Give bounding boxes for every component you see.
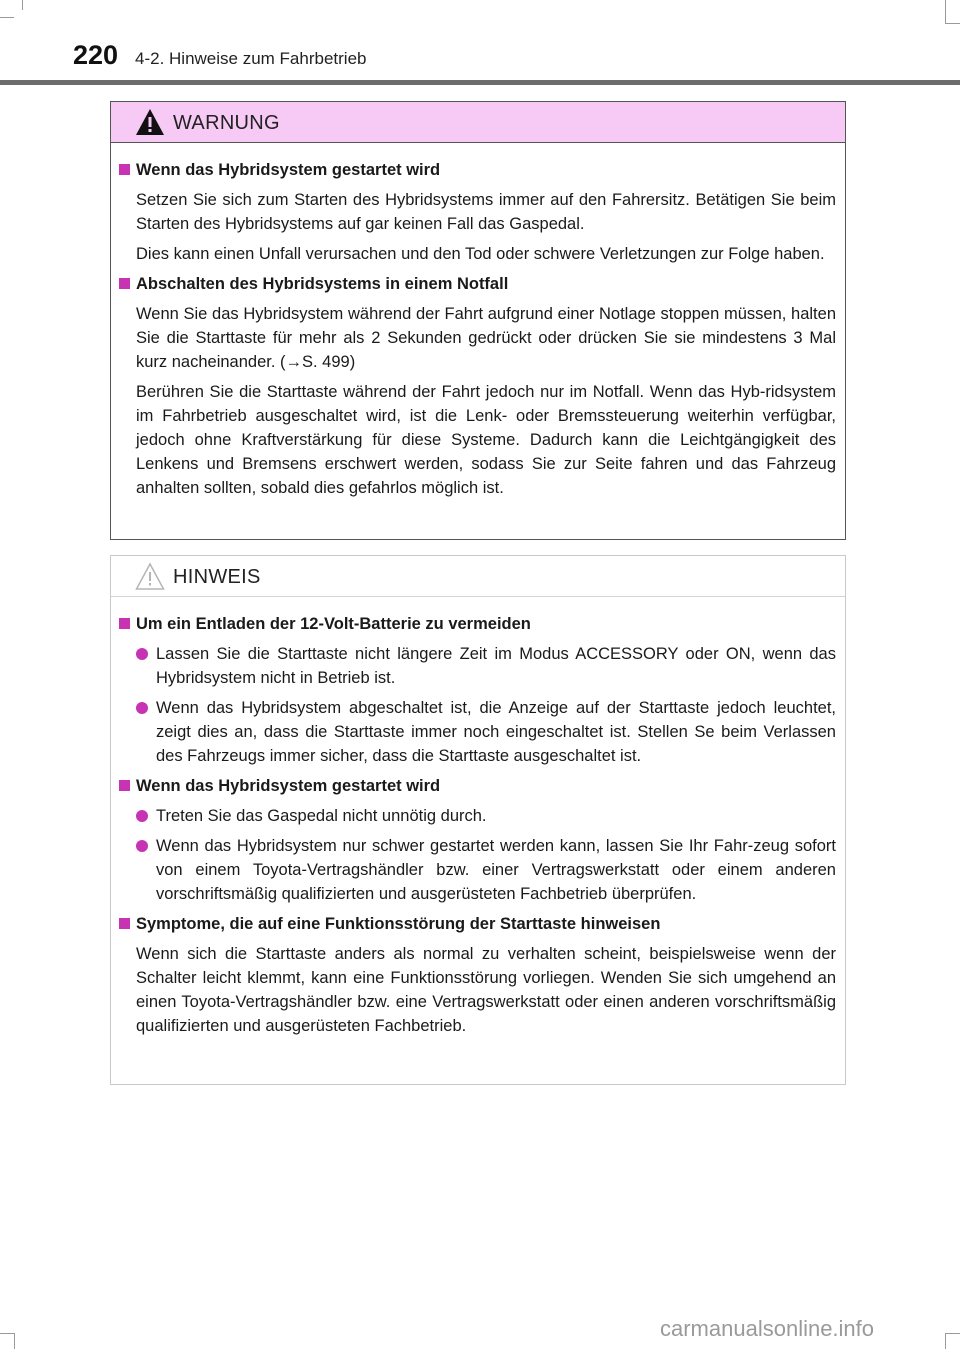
section-title: Abschalten des Hybridsystems in einem Notfall [119, 272, 836, 296]
paragraph: Berühren Sie die Starttaste während der Fahrt jedoch nur im Notfall. Wenn das Hyb-ridsystem im Fahrbetrieb ausgeschaltet wird, ist die Lenk- oder Bremssteuerung weiterhin verfügbar, jedoch ohne Kraftverstärkung für diese Systeme. Dadurch kann die Leichtgängigkeit des Lenkens und Bremsens erschwert werden, sodass Sie zur Seite fahren und das Fahrzeug anhalten sollten, sobald dies gefahrlos möglich ist. [136, 383, 836, 497]
warning-label: WARNUNG [173, 112, 280, 134]
paragraph: Wenn Sie das Hybridsystem während der Fahrt aufgrund einer Notlage stoppen müssen, halten Sie die Starttaste für mehr als 2 Sekunden gedrückt oder drücken Sie sie mindestens 3 Mal kurz nacheinander. (→S. 499) [136, 305, 836, 371]
section-title: Wenn das Hybridsystem gestartet wird [119, 774, 836, 798]
section-title: Wenn das Hybridsystem gestartet wird [119, 158, 836, 182]
section-title: Symptome, die auf eine Funktionsstörung der Starttaste hinweisen [119, 912, 836, 936]
square-bullet-icon [119, 780, 130, 791]
square-bullet-icon [119, 164, 130, 175]
crop-mark [945, 1333, 946, 1349]
paragraph: Dies kann einen Unfall verursachen und den Tod oder schwere Verletzungen zur Folge haben. [136, 245, 825, 263]
crop-mark [14, 1333, 15, 1349]
list-item: Wenn das Hybridsystem abgeschaltet ist, die Anzeige auf der Starttaste jedoch leuchtet, zeigt dies an, dass die Starttaste immer noch eingeschaltet ist. Stellen Se beim Verlassen des Fahrzeugs immer sicher, dass die Starttaste ausgeschaltet ist. [119, 696, 836, 768]
list-item: Treten Sie das Gaspedal nicht unnötig durch. [119, 804, 836, 828]
page-header [0, 0, 960, 88]
chapter-title: 4-2. Hinweise zum Fahrbetrieb [135, 49, 367, 68]
header-rule [0, 80, 960, 85]
warning-box [110, 101, 846, 540]
crop-mark [0, 1333, 14, 1334]
square-bullet-icon [119, 278, 130, 289]
notice-content [111, 597, 845, 1038]
notice-label: HINWEIS [173, 566, 261, 588]
list-item: Wenn das Hybridsystem nur schwer gestartet werden kann, lassen Sie Ihr Fahr-zeug sofort von einem Toyota-Vertragshändler bzw. einer Vertragswerkstatt oder einem anderen vorschriftsmäßig qualifizierten und ausgerüsteten Fachbetrieb überprüfen. [119, 834, 836, 906]
round-bullet-icon [136, 810, 148, 822]
round-bullet-icon [136, 702, 148, 714]
list-item: Lassen Sie die Starttaste nicht längere Zeit im Modus ACCESSORY oder ON, wenn das Hybridsystem nicht in Betrieb ist. [119, 642, 836, 690]
round-bullet-icon [136, 840, 148, 852]
warning-content [111, 143, 845, 500]
notice-box [110, 555, 846, 1085]
notice-header [111, 556, 845, 597]
warning-header [111, 102, 845, 143]
square-bullet-icon [119, 918, 130, 929]
section-title: Um ein Entladen der 12-Volt-Batterie zu vermeiden [119, 612, 836, 636]
warning-triangle-icon [135, 108, 165, 136]
caution-triangle-outline-icon [135, 562, 165, 590]
square-bullet-icon [119, 618, 130, 629]
crop-mark [946, 1333, 960, 1334]
round-bullet-icon [136, 648, 148, 660]
paragraph: Setzen Sie sich zum Starten des Hybridsystems immer auf den Fahrersitz. Betätigen Sie beim Starten des Hybridsystems auf gar keinen Fall das Gaspedal. [136, 191, 836, 233]
watermark: carmanualsonline.info [660, 1316, 875, 1341]
page-number: 220 [73, 40, 119, 70]
paragraph: Wenn sich die Starttaste anders als normal zu verhalten scheint, beispielsweise wenn der Schalter leicht klemmt, kann eine Funktionsstörung vorliegen. Wenden Sie sich umgehend an einen Toyota-Vertragshändler bzw. eine Vertragswerkstatt oder einen anderen vorschriftsmäßig qualifizierten und ausgerüsteten Fachbetrieb. [136, 945, 836, 1035]
